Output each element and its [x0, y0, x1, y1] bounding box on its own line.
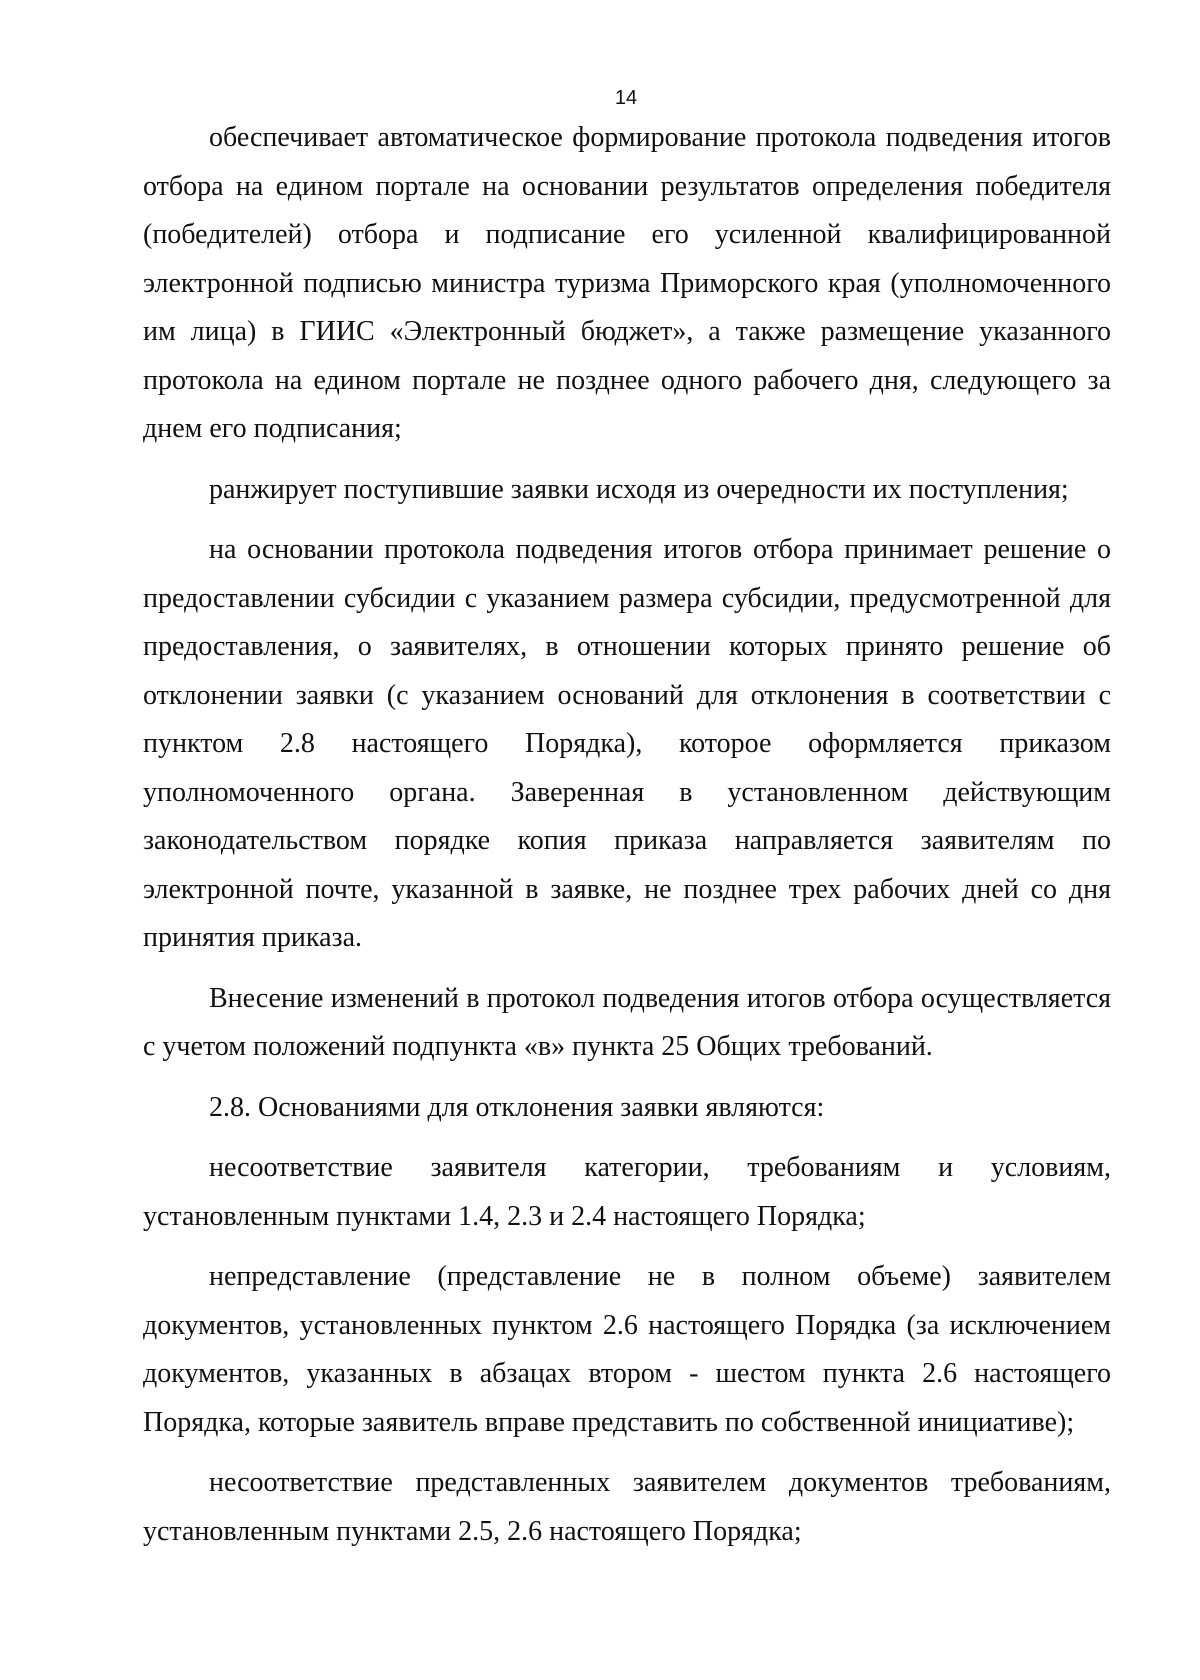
page-number: 14	[614, 87, 638, 109]
paragraph-protocol-changes: Внесение изменений в протокол подведения итогов отбора осуществляется с учетом положений подпункта «в» пункта 25 Общих требований.	[143, 982, 1111, 1062]
paragraph-ranking: ранжирует поступившие заявки исходя из очередности их поступления;	[209, 473, 1069, 505]
section-2-8-heading: 2.8. Основаниями для отклонения заявки являются:	[209, 1091, 825, 1123]
paragraph-rejection-reason-requirements: несоответствие представленных заявителем документов требованиям, установленным пунктами 2.5, 2.6 настоящего Порядка;	[143, 1467, 1111, 1547]
paragraph-decision: на основании протокола подведения итогов отбора принимает решение о предоставлении субсидии с указанием размера субсидии, предусмотренной для предоставления, о заявителях, в отношении которых принято решение об отклонении заявки (с указанием оснований для отклонения в соответствии с пунктом 2.8 настоящего Порядка), которое оформляется приказом уполномоченного органа. Заверенная в установленном действующим законодательством порядке копия приказа направляется заявителям по электронной почте, указанной в заявке, не позднее трех рабочих дней со дня принятия приказа.	[143, 534, 1111, 953]
paragraph-protocol-formation: обеспечивает автоматическое формирование протокола подведения итогов отбора на едином портале на основании результатов определения победителя (победителей) отбора и подписание его усиленной квалифицированной электронной подписью министра туризма Приморского края (уполномоченного им лица) в ГИИС «Электронный бюджет», а также размещение указанного протокола на едином портале не позднее одного рабочего дня, следующего за днем его подписания;	[143, 122, 1111, 444]
document-body	[143, 114, 1111, 1556]
paragraph-rejection-reason-category: несоответствие заявителя категории, требованиям и условиям, установленным пунктами 1.4, 2.3 и 2.4 настоящего Порядка;	[143, 1152, 1111, 1232]
paragraph-rejection-reason-documents: непредставление (представление не в полном объеме) заявителем документов, установленных пунктом 2.6 настоящего Порядка (за исключением документов, указанных в абзацах втором - шестом пункта 2.6 настоящего Порядка, которые заявитель вправе представить по собственной инициативе);	[143, 1261, 1111, 1438]
